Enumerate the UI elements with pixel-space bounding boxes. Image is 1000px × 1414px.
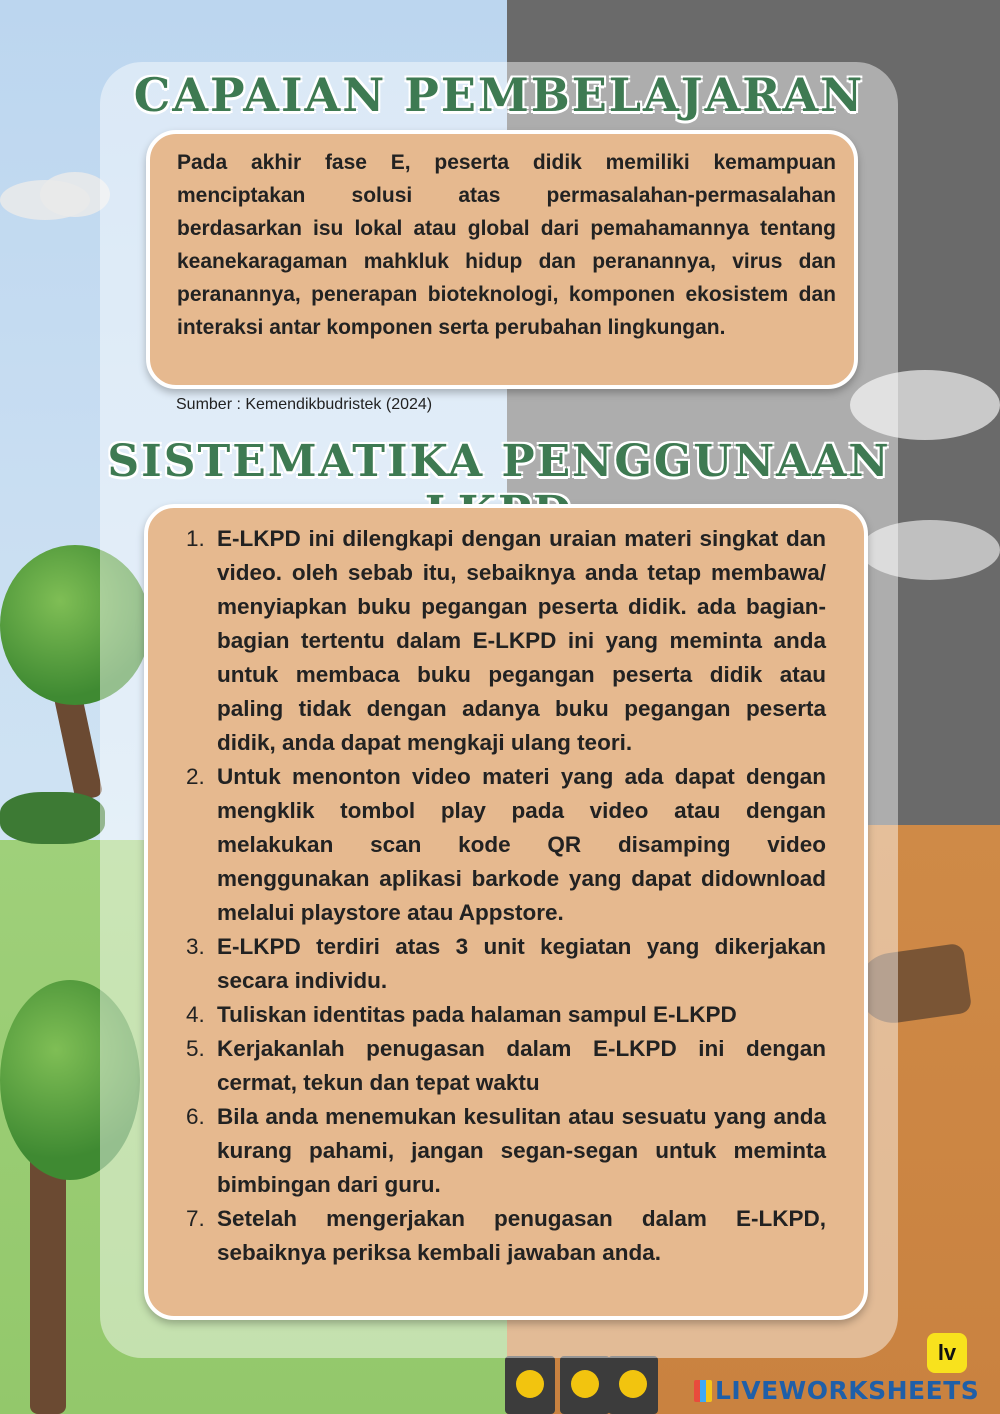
source-citation: Sumber : Kemendikbudristek (2024) — [176, 396, 433, 413]
step-number: 3. — [186, 934, 205, 959]
step-text: E-LKPD ini dilengkapi dengan uraian materi singkat dan video. oleh sebab itu, sebaiknya anda tetap membawa/ menyiapkan buku pegangan peserta didik. ada bagian-bagian tertentu dalam E-LKPD ini yang meminta anda untuk membaca buku pegangan peserta didik atau paling tidak dengan adanya buku pegangan peserta didik, anda dapat mengkaji ulang teori. — [217, 526, 826, 755]
lv-badge[interactable]: lv — [927, 1333, 967, 1373]
steps-box — [144, 504, 868, 1320]
radiation-icon — [619, 1370, 647, 1398]
capaian-text: Pada akhir fase E, peserta didik memiliki kemampuan menciptakan solusi atas permasalahan-permasalahan berdasarkan isu lokal atau global dari pemahamannya tentang keanekaragaman mahkluk hidup dan peranannya, virus dan peranannya, penerapan bioteknologi, komponen ekosistem dan interaksi antar komponen serta perubahan lingkungan. — [177, 151, 836, 339]
heading-sistematika: SISTEMATIKA PENGGUNAAN — [107, 436, 891, 487]
tree-trunk-bottom — [30, 1150, 66, 1414]
radiation-icon — [571, 1370, 599, 1398]
step-text: Tuliskan identitas pada halaman sampul E-LKPD — [217, 1002, 737, 1027]
step-text: Untuk menonton video materi yang ada dapat dengan mengklik tombol play pada video atau dengan melakukan scan kode QR disamping video menggunakan aplikasi barkode yang dapat didownload melalui playstore atau Appstore. — [217, 764, 826, 925]
step-number: 4. — [186, 1002, 205, 1027]
step-number: 1. — [186, 526, 205, 551]
step-item — [186, 522, 826, 760]
step-item — [186, 1202, 826, 1270]
hedge — [0, 792, 105, 844]
capaian-box — [146, 130, 858, 389]
toxic-barrel-2 — [560, 1356, 610, 1414]
step-text: Kerjakanlah penugasan dalam E-LKPD ini dengan cermat, tekun dan tepat waktu — [217, 1036, 826, 1095]
step-number: 2. — [186, 764, 205, 789]
toxic-barrel-3 — [608, 1356, 658, 1414]
step-number: 5. — [186, 1036, 205, 1061]
liveworksheets-icon — [694, 1380, 712, 1402]
heading-capaian-pembelajaran: CAPAIAN PEMBELAJARAN — [133, 68, 865, 122]
step-text: E-LKPD terdiri atas 3 unit kegiatan yang dikerjakan secara individu. — [217, 934, 826, 993]
brand-text: LIVEWORKSHEETS — [715, 1376, 980, 1405]
step-item — [186, 998, 826, 1032]
step-text: Setelah mengerjakan penugasan dalam E-LKPD, sebaiknya periksa kembali jawaban anda. — [217, 1206, 826, 1265]
toxic-barrel-1 — [505, 1356, 555, 1414]
step-item — [186, 1032, 826, 1100]
steps-list — [186, 522, 826, 1270]
step-number: 7. — [186, 1206, 205, 1231]
step-item — [186, 930, 826, 998]
step-text: Bila anda menemukan kesulitan atau sesuatu yang anda kurang pahami, jangan segan-segan untuk meminta bimbingan dari guru. — [217, 1104, 826, 1197]
liveworksheets-logo[interactable] — [694, 1376, 979, 1405]
step-number: 6. — [186, 1104, 205, 1129]
radiation-icon — [516, 1370, 544, 1398]
step-item — [186, 1100, 826, 1202]
step-item — [186, 760, 826, 930]
